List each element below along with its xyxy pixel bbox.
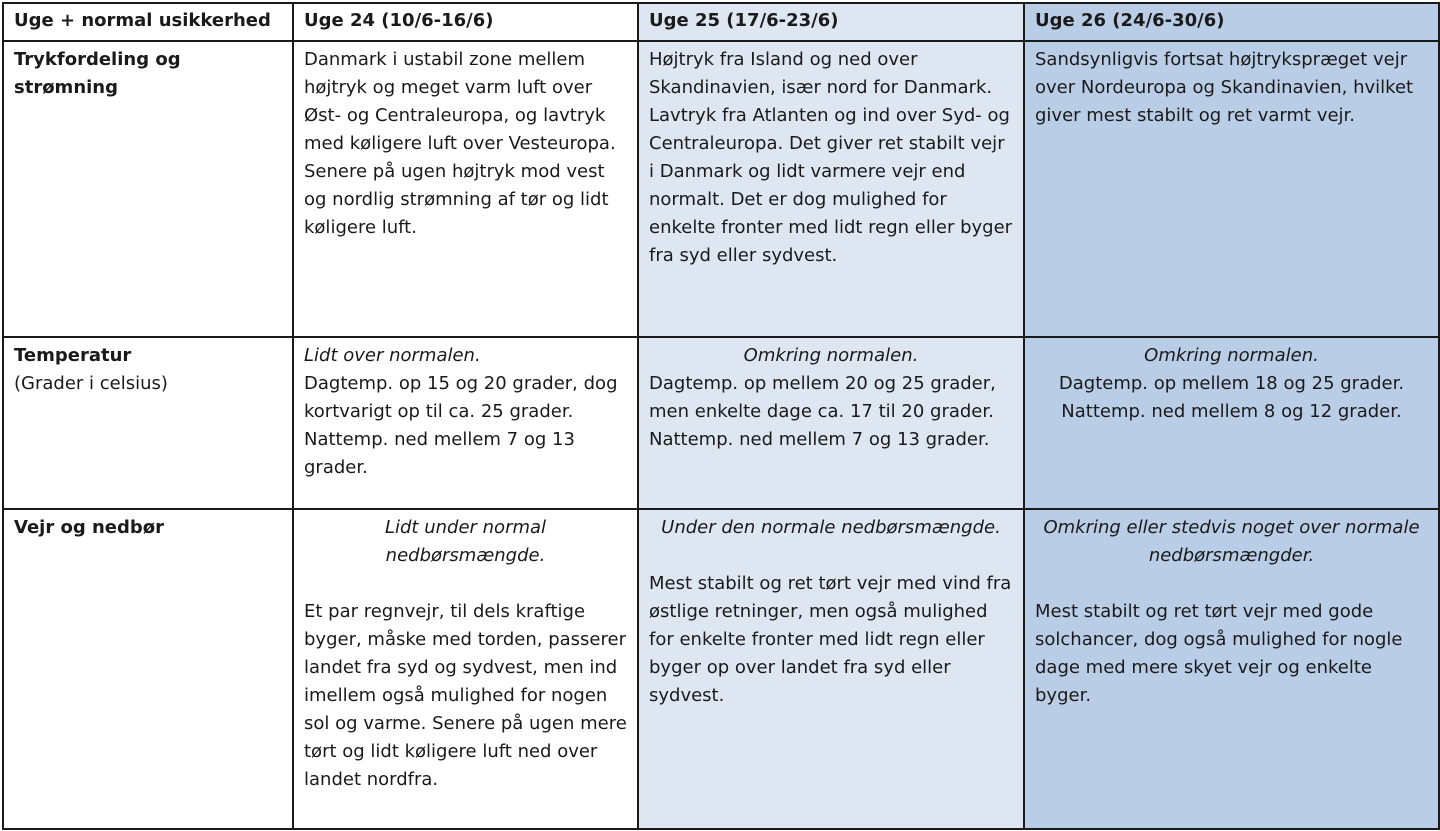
- temperature-week-24-summary: Lidt over normalen.: [304, 345, 481, 366]
- pressure-week-24: [293, 41, 638, 337]
- temperature-week-25-text: Dagtemp. op mellem 20 og 25 grader, men enkelte dage ca. 17 til 20 grader. Nattemp. ned mellem 7 og 13 grader.: [649, 373, 996, 450]
- temperature-week-26-summary: Omkring normalen.: [1144, 345, 1319, 366]
- temperature-week-26: [1024, 337, 1439, 509]
- temperature-week-24-text: Dagtemp. op 15 og 20 grader, dog kortvarigt op til ca. 25 grader. Nattemp. ned mellem 7 og 13 grader.: [304, 373, 618, 478]
- pressure-week-26: [1024, 41, 1439, 337]
- pressure-week-25: [638, 41, 1024, 337]
- header-row: [3, 3, 1439, 41]
- weather-week-26-summary: Omkring eller stedvis noget over normale nedbørsmængder.: [1043, 517, 1420, 566]
- temperature-week-25: [638, 337, 1024, 509]
- weather-week-26: [1024, 509, 1439, 829]
- weather-week-25-summary: Under den normale nedbørsmængde.: [661, 517, 1001, 538]
- weather-week-25-text: Mest stabilt og ret tørt vejr med vind fra østlige retninger, men også mulighed for enkelte fronter med lidt regn eller byger op over landet fra syd eller sydvest.: [649, 573, 1012, 706]
- header-week-26: Uge 26 (24/6-30/6): [1024, 3, 1439, 41]
- forecast-table: [2, 2, 1440, 830]
- temperature-unit-note: (Grader i celsius): [14, 373, 168, 394]
- pressure-label: Trykfordeling og strømning: [14, 49, 181, 98]
- weather-label: Vejr og nedbør: [14, 517, 165, 538]
- pressure-row-header: [3, 41, 293, 337]
- header-week-25: Uge 25 (17/6-23/6): [638, 3, 1024, 41]
- header-uncertainty: Uge + normal usikkerhed: [3, 3, 293, 41]
- weather-row: [3, 509, 1439, 829]
- weather-week-26-spacer: [1035, 570, 1428, 598]
- header-week-24: Uge 24 (10/6-16/6): [293, 3, 638, 41]
- weather-week-24-spacer: [304, 570, 627, 598]
- weather-week-24-summary: Lidt under normal nedbørsmængde.: [384, 517, 547, 566]
- weather-week-25-spacer: [649, 542, 1013, 570]
- temperature-row-header: [3, 337, 293, 509]
- weather-week-26-text: Mest stabilt og ret tørt vejr med gode solchancer, dog også mulighed for nogle dage med mere skyet vejr og enkelte byger.: [1035, 601, 1403, 706]
- temperature-row: [3, 337, 1439, 509]
- weather-row-header: [3, 509, 293, 829]
- pressure-week-24-text: Danmark i ustabil zone mellem højtryk og meget varm luft over Øst- og Centraleuropa, og lavtryk med køligere luft over Vesteuropa. Senere på ugen højtryk mod vest og nordlig strømning af tør og lidt køligere luft.: [304, 49, 616, 238]
- pressure-week-26-text: Sandsynligvis fortsat højtrykspræget vejr over Nordeuropa og Skandinavien, hvilket giver mest stabilt og ret varmt vejr.: [1035, 49, 1414, 126]
- weather-week-24: [293, 509, 638, 829]
- weather-week-24-text: Et par regnvejr, til dels kraftige byger, måske med torden, passerer landet fra syd og sydvest, men ind imellem også mulighed for nogen sol og varme. Senere på ugen mere tørt og lidt køligere luft ned over landet nordfra.: [304, 601, 627, 790]
- temperature-label: Temperatur: [14, 345, 132, 366]
- pressure-week-25-text: Højtryk fra Island og ned over Skandinavien, især nord for Danmark. Lavtryk fra Atlanten og ind over Syd- og Centraleuropa. Det giver ret stabilt vejr i Danmark og lidt varmere vejr end normalt. Det er dog mulighed for enkelte fronter med lidt regn eller byger fra syd eller sydvest.: [649, 49, 1013, 266]
- pressure-row: [3, 41, 1439, 337]
- weather-week-25: [638, 509, 1024, 829]
- temperature-week-24: [293, 337, 638, 509]
- temperature-week-25-summary: Omkring normalen.: [743, 345, 919, 366]
- temperature-week-26-text: Dagtemp. op mellem 18 og 25 grader. Nattemp. ned mellem 8 og 12 grader.: [1058, 373, 1405, 422]
